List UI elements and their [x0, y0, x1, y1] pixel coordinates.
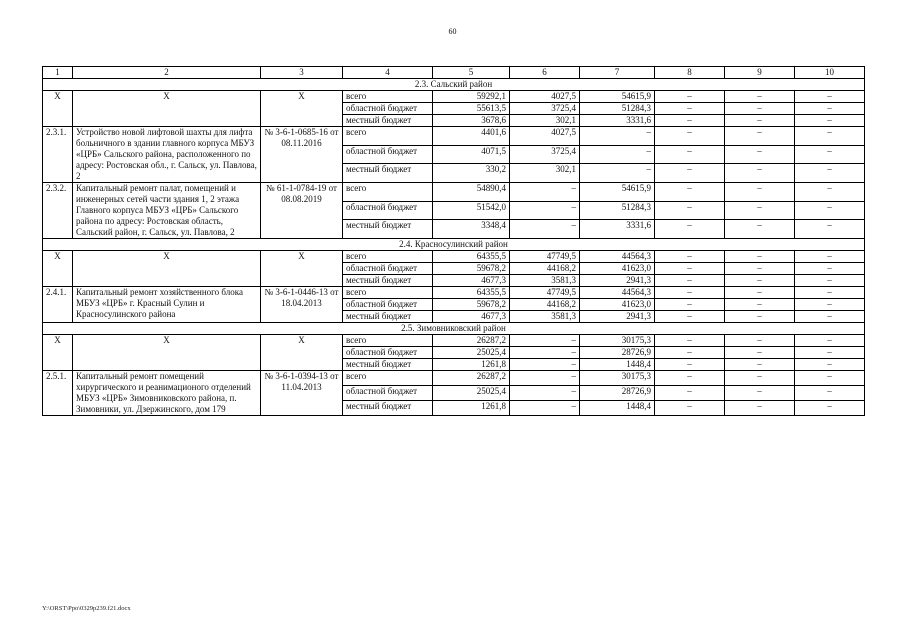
amount-cell-v9: –: [725, 347, 795, 359]
section-title: 2.4. Красносулинский район: [43, 239, 865, 251]
amount-cell-v7: –: [580, 127, 655, 146]
amount-cell-v10: –: [795, 145, 865, 164]
funding-source-label: местный бюджет: [343, 115, 433, 127]
amount-cell-v5: 25025,4: [433, 347, 510, 359]
amount-cell-v9: –: [725, 103, 795, 115]
amount-cell-v10: –: [795, 335, 865, 347]
amount-cell-v5: 64355,5: [433, 287, 510, 299]
amount-cell-v10: –: [795, 311, 865, 323]
amount-cell-v6: –: [510, 359, 580, 371]
amount-cell-v8: –: [655, 127, 725, 146]
amount-cell-v9: –: [725, 401, 795, 416]
funding-source-label: местный бюджет: [343, 359, 433, 371]
amount-cell-v9: –: [725, 115, 795, 127]
item-row: [43, 127, 865, 146]
summary-col3: Х: [261, 335, 343, 371]
amount-cell-v6: 3725,4: [510, 145, 580, 164]
item-document: № 3-6-1-0685-16 от 08.11.2016: [261, 127, 343, 183]
section-title: 2.5. Зимовниковский район: [43, 323, 865, 335]
funding-source-label: всего: [343, 127, 433, 146]
amount-cell-v6: 302,1: [510, 115, 580, 127]
amount-cell-v9: –: [725, 127, 795, 146]
summary-col2: Х: [73, 251, 261, 287]
summary-col1: Х: [43, 251, 73, 287]
amount-cell-v6: 3725,4: [510, 103, 580, 115]
amount-cell-v5: 54890,4: [433, 183, 510, 202]
amount-cell-v9: –: [725, 145, 795, 164]
amount-cell-v8: –: [655, 201, 725, 220]
summary-col1: Х: [43, 91, 73, 127]
amount-cell-v5: 59678,2: [433, 263, 510, 275]
item-document: № 3-6-1-0394-13 от 11.04.2013: [261, 371, 343, 416]
amount-cell-v9: –: [725, 287, 795, 299]
amount-cell-v7: 2941,3: [580, 311, 655, 323]
amount-cell-v6: –: [510, 201, 580, 220]
section-title-row: [43, 79, 865, 91]
amount-cell-v9: –: [725, 335, 795, 347]
amount-cell-v10: –: [795, 386, 865, 401]
summary-col2: Х: [73, 91, 261, 127]
amount-cell-v5: 4071,5: [433, 145, 510, 164]
funding-source-label: местный бюджет: [343, 401, 433, 416]
amount-cell-v6: –: [510, 401, 580, 416]
amount-cell-v6: 44168,2: [510, 263, 580, 275]
summary-row: [43, 251, 865, 263]
amount-cell-v5: 1261,8: [433, 401, 510, 416]
amount-cell-v9: –: [725, 201, 795, 220]
amount-cell-v7: 1448,4: [580, 359, 655, 371]
amount-cell-v5: 1261,8: [433, 359, 510, 371]
funding-source-label: областной бюджет: [343, 145, 433, 164]
amount-cell-v10: –: [795, 201, 865, 220]
amount-cell-v8: –: [655, 335, 725, 347]
amount-cell-v8: –: [655, 299, 725, 311]
item-number: 2.3.2.: [43, 183, 73, 239]
amount-cell-v8: –: [655, 251, 725, 263]
amount-cell-v6: 302,1: [510, 164, 580, 183]
funding-source-label: областной бюджет: [343, 103, 433, 115]
item-row: [43, 183, 865, 202]
amount-cell-v10: –: [795, 164, 865, 183]
amount-cell-v5: 59678,2: [433, 299, 510, 311]
column-number-cell: 8: [655, 67, 725, 79]
amount-cell-v8: –: [655, 311, 725, 323]
amount-cell-v7: 51284,3: [580, 201, 655, 220]
funding-source-label: областной бюджет: [343, 299, 433, 311]
item-row: [43, 371, 865, 386]
item-number: 2.3.1.: [43, 127, 73, 183]
column-number-cell: 5: [433, 67, 510, 79]
amount-cell-v8: –: [655, 103, 725, 115]
amount-cell-v7: –: [580, 145, 655, 164]
amount-cell-v10: –: [795, 287, 865, 299]
amount-cell-v9: –: [725, 386, 795, 401]
summary-col2: Х: [73, 335, 261, 371]
amount-cell-v7: 41623,0: [580, 299, 655, 311]
amount-cell-v10: –: [795, 401, 865, 416]
amount-cell-v8: –: [655, 386, 725, 401]
amount-cell-v5: 26287,2: [433, 371, 510, 386]
amount-cell-v7: 3331,6: [580, 115, 655, 127]
amount-cell-v7: –: [580, 164, 655, 183]
column-number-cell: 2: [73, 67, 261, 79]
amount-cell-v5: 4677,3: [433, 311, 510, 323]
amount-cell-v9: –: [725, 311, 795, 323]
amount-cell-v6: –: [510, 220, 580, 239]
amount-cell-v7: 28726,9: [580, 347, 655, 359]
funding-source-label: всего: [343, 335, 433, 347]
amount-cell-v6: 47749,5: [510, 251, 580, 263]
amount-cell-v9: –: [725, 371, 795, 386]
amount-cell-v6: –: [510, 371, 580, 386]
item-name: Устройство новой лифтовой шахты для лифта больничного в здании главного корпуса МБУЗ «ЦРБ» Сальского района, расположенного по адресу: Ростовская обл., г. Сальск, ул. Павлова, 2: [73, 127, 261, 183]
amount-cell-v10: –: [795, 371, 865, 386]
summary-col3: Х: [261, 91, 343, 127]
amount-cell-v7: 2941,3: [580, 275, 655, 287]
amount-cell-v6: 4027,5: [510, 91, 580, 103]
amount-cell-v8: –: [655, 220, 725, 239]
amount-cell-v10: –: [795, 299, 865, 311]
column-number-cell: 6: [510, 67, 580, 79]
amount-cell-v5: 59292,1: [433, 91, 510, 103]
item-document: № 61-1-0784-19 от 08.08.2019: [261, 183, 343, 239]
section-title: 2.3. Сальский район: [43, 79, 865, 91]
amount-cell-v10: –: [795, 251, 865, 263]
amount-cell-v10: –: [795, 359, 865, 371]
amount-cell-v6: 3581,3: [510, 311, 580, 323]
amount-cell-v8: –: [655, 183, 725, 202]
section-title-row: [43, 323, 865, 335]
amount-cell-v5: 55613,5: [433, 103, 510, 115]
amount-cell-v8: –: [655, 347, 725, 359]
funding-source-label: областной бюджет: [343, 347, 433, 359]
column-number-cell: 10: [795, 67, 865, 79]
item-document: № 3-6-1-0446-13 от 18.04.2013: [261, 287, 343, 323]
amount-cell-v6: 4027,5: [510, 127, 580, 146]
funding-source-label: местный бюджет: [343, 164, 433, 183]
amount-cell-v8: –: [655, 164, 725, 183]
summary-col3: Х: [261, 251, 343, 287]
amount-cell-v10: –: [795, 220, 865, 239]
amount-cell-v10: –: [795, 127, 865, 146]
amount-cell-v7: 41623,0: [580, 263, 655, 275]
amount-cell-v7: 28726,9: [580, 386, 655, 401]
column-number-cell: 3: [261, 67, 343, 79]
amount-cell-v5: 4677,3: [433, 275, 510, 287]
amount-cell-v5: 3678,6: [433, 115, 510, 127]
funding-source-label: областной бюджет: [343, 263, 433, 275]
amount-cell-v9: –: [725, 251, 795, 263]
amount-cell-v9: –: [725, 359, 795, 371]
amount-cell-v5: 26287,2: [433, 335, 510, 347]
item-name: Капитальный ремонт палат, помещений и инженерных сетей части здания 1, 2 этажа Главного корпуса МБУЗ «ЦРБ» Сальского района по адресу: Ростовская область, Сальский район, г. Сальск, ул. Павлова, 2: [73, 183, 261, 239]
amount-cell-v8: –: [655, 275, 725, 287]
amount-cell-v7: 44564,3: [580, 287, 655, 299]
page-number: 60: [448, 27, 457, 36]
section-title-row: [43, 239, 865, 251]
amount-cell-v8: –: [655, 401, 725, 416]
funding-source-label: всего: [343, 183, 433, 202]
summary-row: [43, 335, 865, 347]
amount-cell-v5: 3348,4: [433, 220, 510, 239]
amount-cell-v6: –: [510, 335, 580, 347]
funding-source-label: местный бюджет: [343, 311, 433, 323]
amount-cell-v8: –: [655, 145, 725, 164]
amount-cell-v6: –: [510, 386, 580, 401]
amount-cell-v7: 30175,3: [580, 371, 655, 386]
summary-col1: Х: [43, 335, 73, 371]
funding-source-label: всего: [343, 91, 433, 103]
item-name: Капитальный ремонт хозяйственного блока МБУЗ «ЦРБ» г. Красный Сулин и Красносулинского района: [73, 287, 261, 323]
amount-cell-v9: –: [725, 220, 795, 239]
amount-cell-v5: 25025,4: [433, 386, 510, 401]
amount-cell-v5: 51542,0: [433, 201, 510, 220]
funding-source-label: местный бюджет: [343, 220, 433, 239]
amount-cell-v9: –: [725, 299, 795, 311]
amount-cell-v9: –: [725, 275, 795, 287]
amount-cell-v8: –: [655, 371, 725, 386]
amount-cell-v5: 64355,5: [433, 251, 510, 263]
item-number: 2.5.1.: [43, 371, 73, 416]
funding-source-label: местный бюджет: [343, 275, 433, 287]
amount-cell-v5: 4401,6: [433, 127, 510, 146]
amount-cell-v6: 44168,2: [510, 299, 580, 311]
amount-cell-v7: 54615,9: [580, 91, 655, 103]
amount-cell-v6: 47749,5: [510, 287, 580, 299]
column-number-cell: 7: [580, 67, 655, 79]
budget-table: [42, 66, 865, 416]
amount-cell-v5: 330,2: [433, 164, 510, 183]
column-number-cell: 9: [725, 67, 795, 79]
amount-cell-v8: –: [655, 115, 725, 127]
amount-cell-v6: –: [510, 183, 580, 202]
amount-cell-v10: –: [795, 347, 865, 359]
amount-cell-v10: –: [795, 263, 865, 275]
amount-cell-v6: 3581,3: [510, 275, 580, 287]
file-path-footer: Y:\ORST\Ppo\0329p239.f21.docx: [42, 605, 131, 612]
amount-cell-v7: 54615,9: [580, 183, 655, 202]
amount-cell-v9: –: [725, 164, 795, 183]
amount-cell-v7: 1448,4: [580, 401, 655, 416]
amount-cell-v9: –: [725, 183, 795, 202]
funding-source-label: всего: [343, 251, 433, 263]
column-number-cell: 1: [43, 67, 73, 79]
amount-cell-v9: –: [725, 263, 795, 275]
amount-cell-v7: 30175,3: [580, 335, 655, 347]
funding-source-label: всего: [343, 287, 433, 299]
amount-cell-v8: –: [655, 359, 725, 371]
item-row: [43, 287, 865, 299]
amount-cell-v10: –: [795, 183, 865, 202]
amount-cell-v9: –: [725, 91, 795, 103]
amount-cell-v10: –: [795, 275, 865, 287]
amount-cell-v10: –: [795, 103, 865, 115]
amount-cell-v10: –: [795, 115, 865, 127]
funding-source-label: областной бюджет: [343, 201, 433, 220]
column-number-cell: 4: [343, 67, 433, 79]
item-number: 2.4.1.: [43, 287, 73, 323]
summary-row: [43, 91, 865, 103]
item-name: Капитальный ремонт помещений хирургического и реанимационого отделений МБУЗ «ЦРБ» Зимовниковского района, п. Зимовники, ул. Дзержинского, дом 179: [73, 371, 261, 416]
amount-cell-v6: –: [510, 347, 580, 359]
amount-cell-v7: 44564,3: [580, 251, 655, 263]
amount-cell-v7: 51284,3: [580, 103, 655, 115]
amount-cell-v8: –: [655, 287, 725, 299]
amount-cell-v8: –: [655, 263, 725, 275]
funding-source-label: областной бюджет: [343, 386, 433, 401]
amount-cell-v7: 3331,6: [580, 220, 655, 239]
column-number-row: [43, 67, 865, 79]
amount-cell-v10: –: [795, 91, 865, 103]
funding-source-label: всего: [343, 371, 433, 386]
amount-cell-v8: –: [655, 91, 725, 103]
